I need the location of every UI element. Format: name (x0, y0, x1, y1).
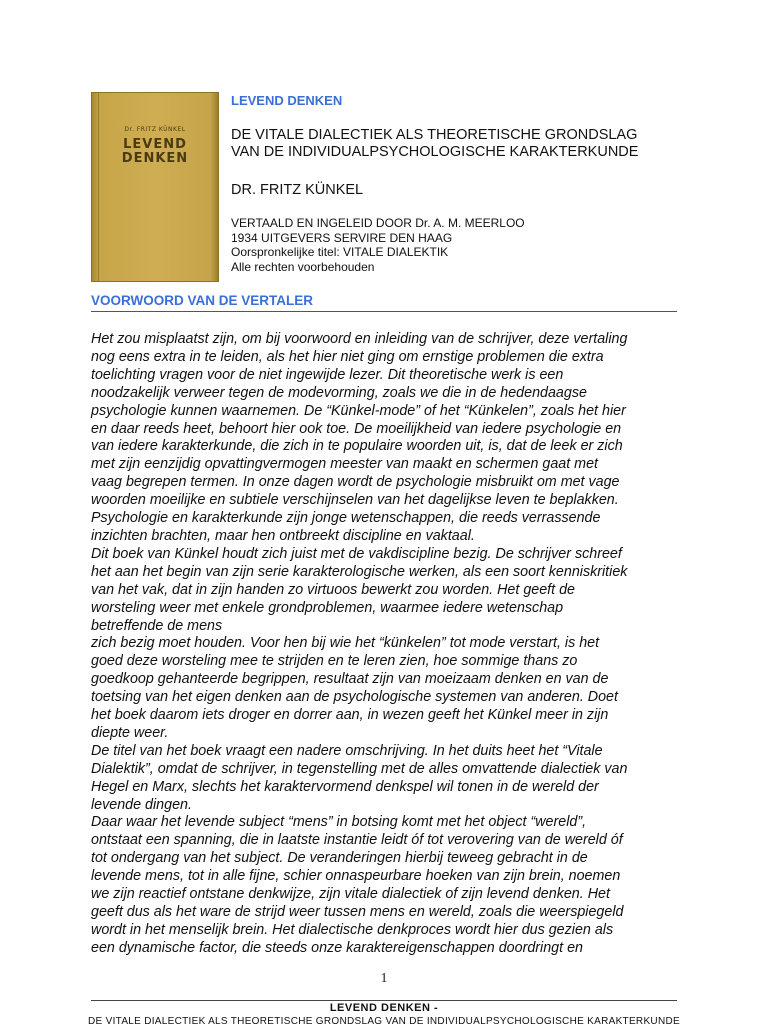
body-line: Dialektik”, omdat de schrijver, in tegenstelling met de alles omvattende dialectiek van (91, 760, 628, 777)
footer-title: LEVEND DENKEN - (329, 1002, 439, 1014)
body-line: ontstaat een spanning, die in laatste instantie leidt óf tot verovering van de wereld óf (91, 832, 623, 849)
page-number: 1 (380, 971, 388, 986)
body-line: tot ondergang van het subject. De veranderingen hierbij teweeg gebracht in de (91, 850, 588, 867)
cover-spine-line (98, 93, 99, 281)
body-line: inzichten brachten, maar hen ontbreekt discipline en vaktaal. (91, 527, 475, 544)
body-line: Daar waar het levende subject “mens” in botsing komt met het object “wereld”, (91, 814, 587, 831)
book-subtitle (231, 127, 681, 161)
body-text (91, 331, 681, 958)
section-title: VOORWOORD VAN DE VERTALER (91, 293, 314, 308)
body-line: De titel van het boek vraagt een nadere omschrijving. In het duits heet het “Vitale (91, 742, 603, 759)
rights-line: Alle rechten voorbehouden (231, 259, 375, 274)
body-line: het aan het begin van zijn serie karakterologische werken, als een soort kenniskritiek (91, 563, 628, 580)
body-line: een dynamische factor, die steeds onze karaktereigenschappen doordringt en (91, 939, 583, 956)
body-line: het boek daarom iets droger en dorrer aan, in wezen geeft het Künkel meer in zijn (91, 707, 609, 724)
body-line: toelichting vragen voor de niet ingewijde lezer. Dit theoretische werk is een (91, 366, 564, 383)
body-line: betreffende de mens (91, 617, 223, 634)
original-title-line: Oorspronkelijke titel: VITALE DIALEKTIK (231, 245, 449, 260)
translator-line: VERTAALD EN INGELEID DOOR Dr. A. M. MEERLOO (231, 216, 525, 230)
body-line: van iedere karakterkunde, die zich in te populaire woorden uit, is, dat de leek er zich (91, 438, 623, 455)
publisher-line: 1934 UITGEVERS SERVIRE DEN HAAG (231, 230, 453, 245)
body-line: Dit boek van Künkel houdt zich juist met de vakdiscipline bezig. De schrijver schreef (91, 545, 622, 562)
body-line: Het zou misplaatst zijn, om bij voorwoord en inleiding van de schrijver, deze vertaling (91, 331, 628, 347)
body-line: zich bezig moet houden. Voor hen bij wie het “künkelen” tot mode verstart, is het (91, 635, 600, 652)
body-line: met zijn eenzijdig opvattingvermogen meester van maakt en schermen gaat met (91, 456, 599, 473)
book-subtitle-line: VAN DE INDIVIDUALPSYCHOLOGISCHE KARAKTERKUNDE (231, 144, 639, 160)
book-title: LEVEND DENKEN (231, 93, 343, 108)
book-subtitle-line: DE VITALE DIALECTIEK ALS THEORETISCHE GRONDSLAG (231, 127, 638, 143)
cover-title-line2: DENKEN (121, 151, 189, 166)
body-line: en daar reeds heet, behoort hier ook toe. De moeilijkheid van iedere psychologie en (91, 420, 622, 437)
body-line: geeft dus als het ware de strijd weer tussen mens en wereld, zoals die weerspiegeld (91, 904, 624, 920)
body-line: psychologie kunnen waarnemen. De “Künkel-mode” of het “Künkelen”, zoals het hier (91, 402, 626, 419)
body-line: goed deze worsteling mee te strijden en te leren zien, hoe sommige thans zo (91, 653, 578, 670)
body-line: we zijn reactief ontstane denkwijze, zijn vitale dialectiek of zijn levend denken. Het (91, 886, 610, 903)
body-line: woorden moeilijke en subtiele verschijnselen van het dagelijkse leven te beplakken. (91, 492, 619, 509)
publication-meta (231, 216, 525, 274)
cover-author: Dr. FRITZ KÜNKEL (124, 126, 186, 133)
footer-divider (91, 1000, 677, 1001)
body-line: toetsing van het eigen denken aan de psychologische systemen van anderen. Doet (91, 689, 618, 706)
body-line: worsteling weer met enkele grondproblemen, waarmee iedere wetenschap (91, 599, 564, 616)
body-line: goedkoop gehanteerde begrippen, resultaat zijn van moeizaam denken en van de (91, 671, 609, 688)
body-line: wordt in het menselijk brein. Het dialectische denkproces wordt hier dus gezien als (91, 921, 614, 938)
body-line: levende mens, tot in alle fijne, schier onnaspeurbare hoeken van zijn brein, noemen (91, 868, 621, 885)
body-line: diepte weer. (91, 724, 169, 741)
footer-subtitle: DE VITALE DIALECTIEK ALS THEORETISCHE GRONDSLAG VAN DE INDIVIDUALPSYCHOLOGISCHE KARAKTERKUNDE (88, 1016, 680, 1027)
book-cover-image (91, 92, 219, 282)
body-line: nog eens extra in te leiden, als het hier niet ging om ernstige problemen die extra (91, 348, 604, 365)
body-line: vaag begrepen termen. In onze dagen wordt de psychologie misbruikt om met vage (91, 474, 620, 491)
book-author: DR. FRITZ KÜNKEL (231, 182, 364, 198)
body-line: noodzakelijk verweer tegen de modevorming, zoals we die in de hedendaagse (91, 384, 587, 401)
body-line: Hegel en Marx, slechts het karaktervormend denkspel wil tonen in de wereld der (91, 778, 599, 795)
body-line: van het vak, dat in zijn handen zo virtuoos bewerkt zou worden. Het geeft de (91, 581, 575, 598)
body-line: Psychologie en karakterkunde zijn jonge wetenschappen, die reeds verrassende (91, 510, 601, 527)
section-divider (91, 311, 677, 312)
body-line: levende dingen. (91, 796, 192, 813)
cover-title-line1: LEVEND (123, 137, 187, 152)
